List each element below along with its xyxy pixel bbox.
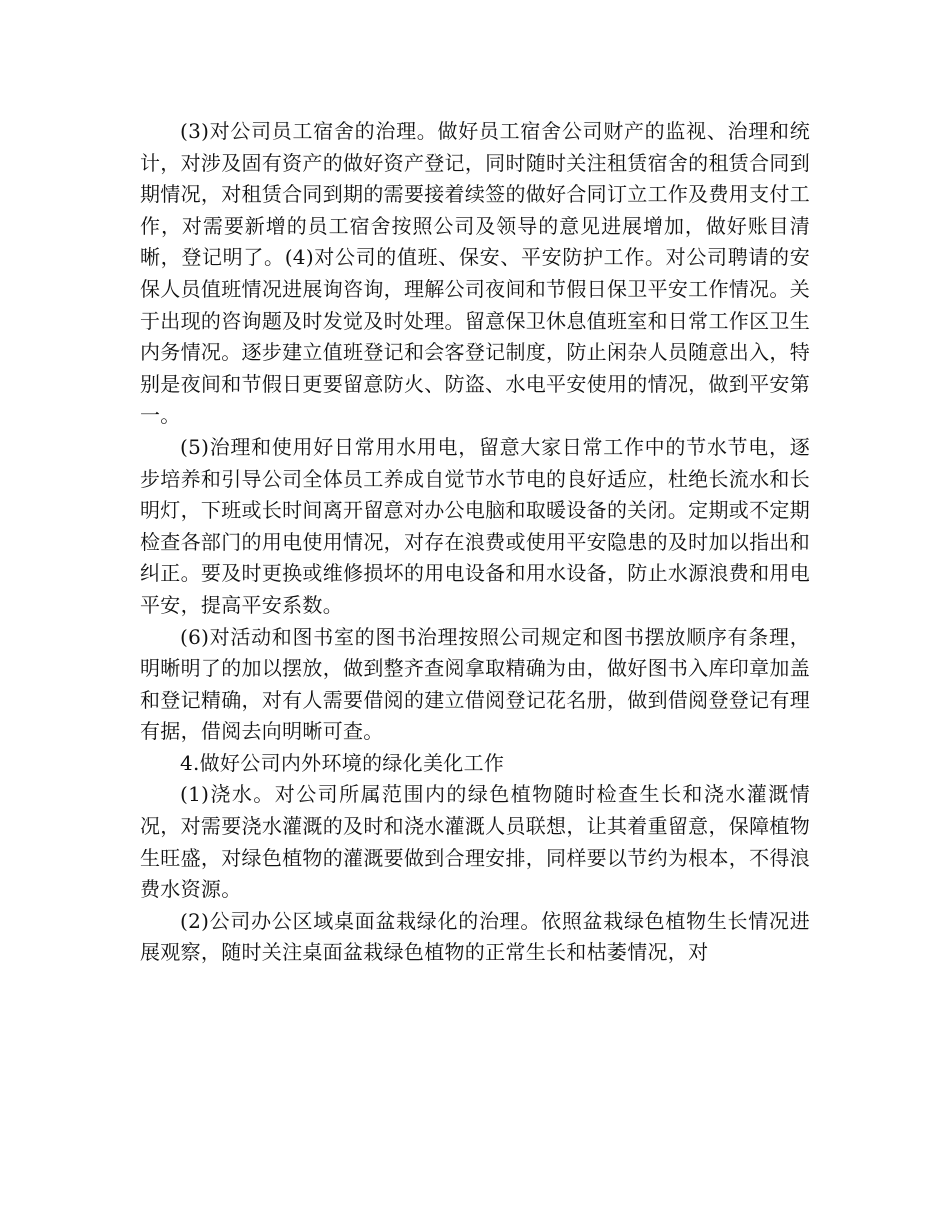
section-heading-greening: 4.做好公司内外环境的绿化美化工作 [180, 750, 505, 775]
paragraph-desk-plants: (2)公司办公区域桌面盆栽绿化的治理。依照盆栽绿色植物生长情况进展观察，随时关注桌面盆栽绿色植物的正常生长和枯萎情况，对 [140, 908, 810, 965]
paragraph-water-electricity: (5)治理和使用好日常用水用电，留意大家日常工作中的节水节电，逐步培养和引导公司全体员工养成自觉节水节电的良好适应，杜绝长流水和长明灯，下班或长时间离开留意对办公电脑和取暖设备的关闭。定期或不定期检查各部门的用电使用情况，对存在浪费或使用平安隐患的及时加以指出和纠正。要及时更换或维修损坏的用电设备和用水设备，防止水源浪费和用电平安，提高平安系数。 [140, 434, 810, 617]
paragraph-dormitory-security: (3)对公司员工宿舍的治理。做好员工宿舍公司财产的监视、治理和统计，对涉及固有资产的做好资产登记，同时随时关注租赁宿舍的租赁合同到期情况，对租赁合同到期的需要接着续签的做好合同订立工作及费用支付工作，对需要新增的员工宿舍按照公司及领导的意见进展增加，做好账目清晰，登记明了。(4)对公司的值班、保安、平安防护工作。对公司聘请的安保人员值班情况进展询咨询，理解公司夜间和节假日保卫平安工作情况。关于出现的咨询题及时发觉及时处理。留意保卫休息值班室和日常工作区卫生内务情况。逐步建立值班登记和会客登记制度，防止闲杂人员随意出入，特别是夜间和节假日更要留意防火、防盗、水电平安使用的情况，做到平安第一。 [140, 119, 810, 428]
paragraph-watering: (1)浇水。对公司所属范围内的绿色植物随时检查生长和浇水灌溉情况，对需要浇水灌溉的及时和浇水灌溉人员联想，让其着重留意，保障植物生旺盛，对绿色植物的灌溉要做到合理安排，同样要以节约为根本，不得浪费水资源。 [140, 782, 810, 902]
paragraph-library: (6)对活动和图书室的图书治理按照公司规定和图书摆放顺序有条理，明晰明了的加以摆放，做到整齐查阅拿取精确为由，做好图书入库印章加盖和登记精确，对有人需要借阅的建立借阅登记花名册，做到借阅登登记有理有据，借阅去向明晰可查。 [140, 624, 810, 744]
document-body [140, 116, 810, 969]
